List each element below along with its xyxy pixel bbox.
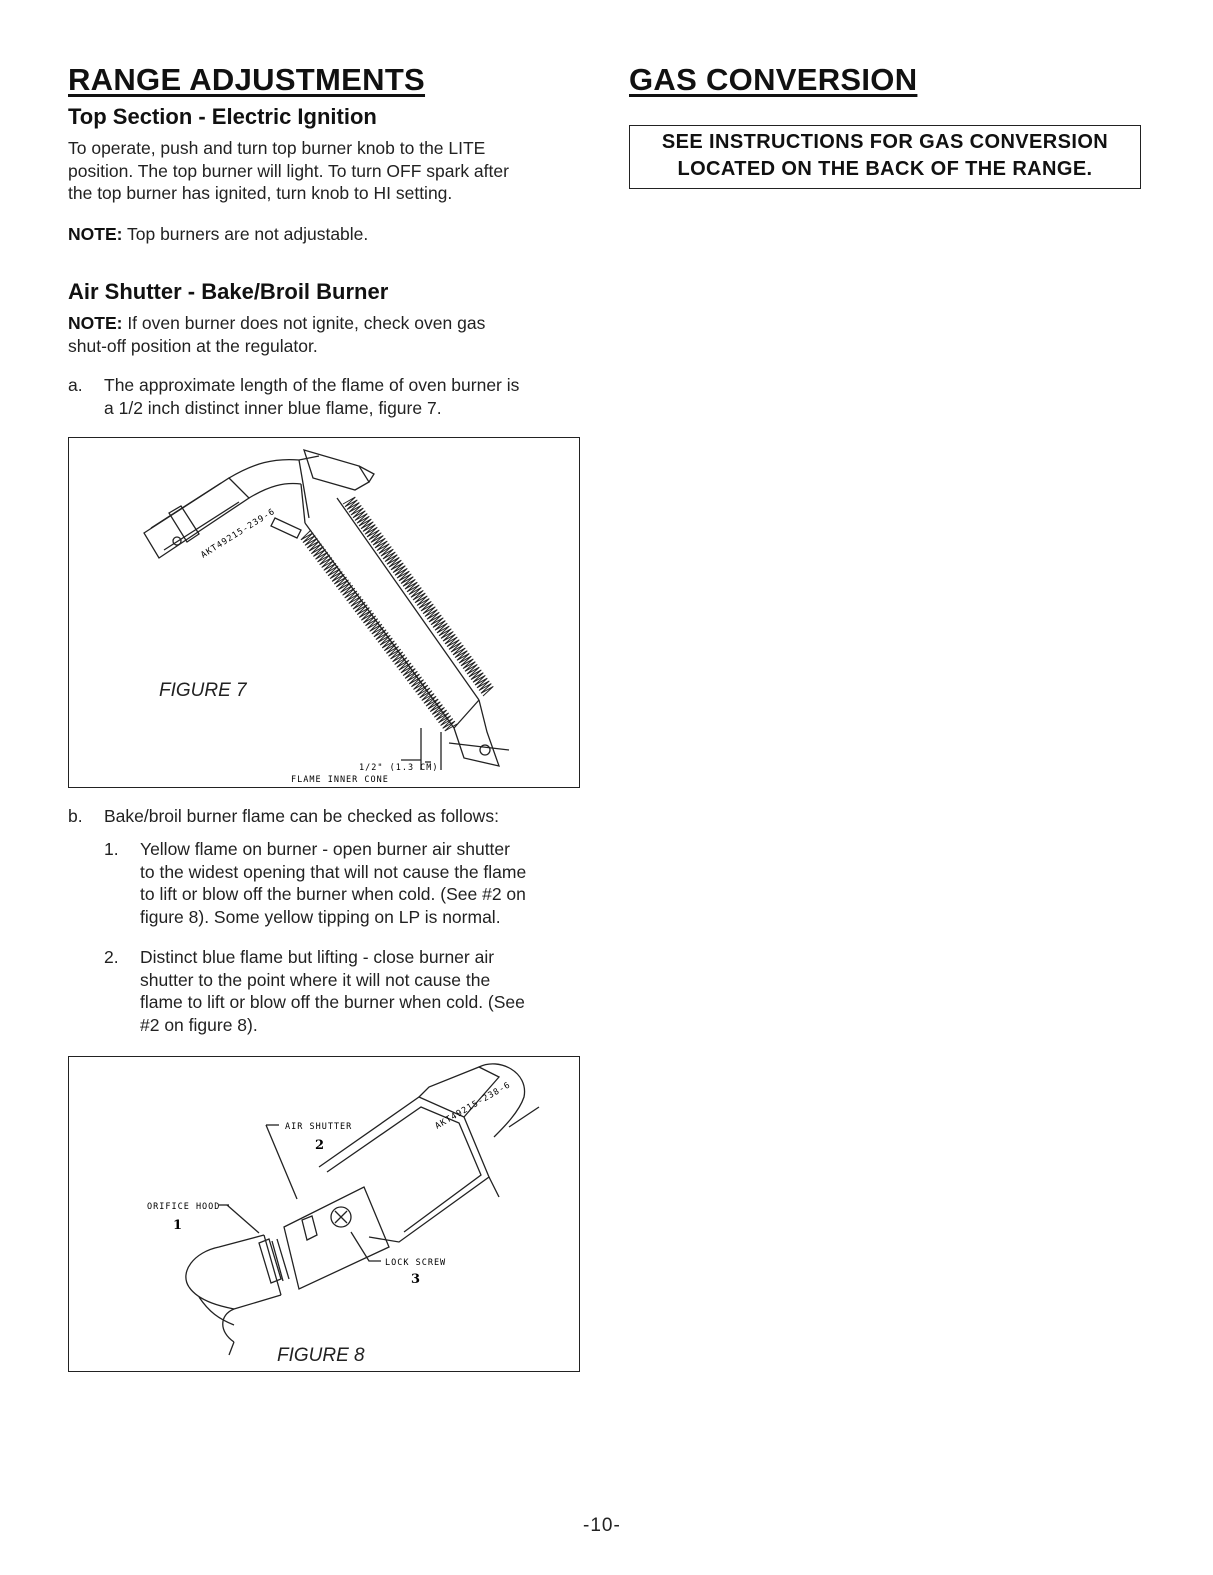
item-b-text: Bake/broil burner flame can be checked as follows: [104, 806, 499, 826]
figure-8-caption: FIGURE 8 [277, 1345, 365, 1366]
flame-zigzag-right [343, 497, 493, 696]
step-2-text [140, 946, 590, 1036]
lock-screw-label: LOCK SCREW [385, 1258, 447, 1268]
air-shutter-label: AIR SHUTTER [285, 1122, 353, 1132]
figure-8-part-no: AKT49215-238-6 [433, 1080, 513, 1132]
oven-burner-illustration [69, 438, 579, 787]
item-a-line: The approximate length of the flame of oven burner is [104, 375, 520, 395]
orifice-hood-label: ORIFICE HOOD [147, 1202, 221, 1212]
item-b-marker: b. [68, 806, 83, 826]
item-a-text [104, 374, 594, 419]
gas-conversion-heading: GAS CONVERSION [629, 62, 918, 97]
note-text-line2: shut-off position at the regulator. [68, 335, 318, 356]
step-1-line: figure 8). Some yellow tipping on LP is normal. [140, 906, 501, 927]
gas-conversion-box [629, 125, 1141, 189]
note-text: Top burners are not adjustable. [122, 224, 369, 244]
figure-7-caption: FIGURE 7 [159, 680, 247, 701]
step-1-line: to lift or blow off the burner when cold. (See #2 on [140, 884, 526, 904]
figure-7-part-no: AKT49215-239-6 [199, 506, 278, 561]
step-1-marker: 1. [104, 839, 119, 859]
step-1-line: to the widest opening that will not cause the flame [140, 861, 527, 882]
page-number: -10- [583, 1515, 621, 1536]
step-2-line: shutter to the point where it will not cause the [140, 969, 491, 990]
figure-7-dim-label: 1/2" (1.3 CM) [359, 763, 439, 773]
lock-screw-num: 3 [411, 1272, 421, 1287]
figure-7-flame-label: FLAME INNER CONE [291, 775, 389, 785]
step-2-line: #2 on figure 8). [140, 1014, 258, 1035]
note-label: NOTE: [68, 224, 123, 244]
note-label: NOTE: [68, 313, 123, 333]
top-section-note [68, 223, 368, 246]
figure-8-frame [68, 1056, 580, 1372]
range-adjustments-heading: RANGE ADJUSTMENTS [68, 62, 426, 97]
gas-box-line2: LOCATED ON THE BACK OF THE RANGE. [677, 158, 1093, 180]
air-shutter-illustration [69, 1057, 579, 1371]
orifice-hood-num: 1 [173, 1218, 183, 1233]
note-text: If oven burner does not ignite, check oven gas [122, 313, 486, 333]
step-1-text [140, 838, 590, 928]
top-section-line: position. The top burner will light. To turn OFF spark after [68, 160, 509, 181]
top-section-paragraph [68, 137, 588, 205]
air-shutter-title: Air Shutter - Bake/Broil Burner [68, 279, 389, 304]
top-section-title: Top Section - Electric Ignition [68, 104, 377, 129]
air-shutter-num: 2 [315, 1138, 325, 1153]
step-1-line: Yellow flame on burner - open burner air shutter [140, 839, 510, 859]
top-section-line: To operate, push and turn top burner knob to the LITE [68, 138, 486, 158]
top-section-line: the top burner has ignited, turn knob to HI setting. [68, 183, 453, 203]
step-2-line: Distinct blue flame but lifting - close burner air [140, 947, 495, 967]
air-shutter-note [68, 312, 588, 357]
gas-box-line1: SEE INSTRUCTIONS FOR GAS CONVERSION [661, 131, 1109, 153]
item-a-line: a 1/2 inch distinct inner blue flame, figure 7. [104, 397, 442, 418]
step-2-marker: 2. [104, 947, 119, 967]
figure-7-frame [68, 437, 580, 788]
step-2-line: flame to lift or blow off the burner when cold. (See [140, 992, 525, 1012]
item-a-marker: a. [68, 375, 83, 395]
